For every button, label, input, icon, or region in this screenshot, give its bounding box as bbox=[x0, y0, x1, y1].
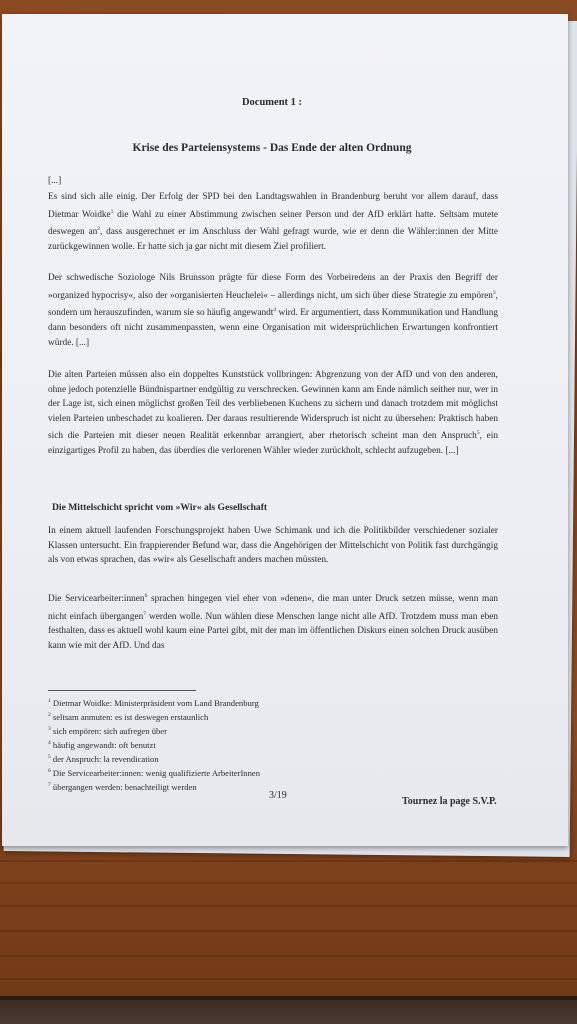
turn-page-note: Tournez la page S.V.P. bbox=[402, 796, 497, 807]
paragraph-4: In einem aktuell laufenden Forschungsprojekt haben Uwe Schimank und ich die Politikbilder verschiedener sozialer Klassen untersucht. Ein frappierender Befund war, dass die Angehörigen der Mittelschicht von Politik fast durchgängig als von etwas sprachen, das »wir« als Gesellschaft anders machen müssten. bbox=[48, 526, 498, 566]
footnote-marker: 7 bbox=[143, 610, 146, 617]
footnote-text: sich empören: sich aufregen über bbox=[50, 725, 167, 736]
page-number: 3/19 bbox=[269, 790, 287, 801]
footnote-number: 5 bbox=[48, 754, 51, 761]
footnote-marker: 6 bbox=[144, 593, 148, 599]
footnote-item bbox=[48, 737, 428, 751]
footnote-number: 3 bbox=[48, 726, 51, 733]
footnote-number: 6 bbox=[48, 768, 51, 775]
paragraph-3: Die alten Parteien müssen also ein doppeltes Kunststück vollbringen: Abgrenzung von der AfD und von den anderen, ohne jedoch potenzielle Bündnispartner endgültig zu verschrecken. Gewinnen kann am Ende nämlich seither nur, wer in der Lage ist, sich einen möglichst großen Teil des verbliebenen Kuchens zu sichern und danach trotzdem mit möglichst vielen Parteien unbeschadet zu koalieren. Der daraus resultierende Widerspruch ist nicht zu übersehen: Praktisch haben sich die Parteien mit dieser neuen Realität erkennbar arrangiert, aber rhetorisch scheint man den Anspruch$^5$, ein einzigartiges Profil zu haben, das überdies die verlorenen Wähler wieder zurückholt, schlecht aufzugeben. [...] bbox=[48, 370, 498, 457]
footnote-item bbox=[48, 765, 428, 779]
footnote-marker: 1 bbox=[110, 208, 114, 215]
document-label: Document 1 : bbox=[241, 97, 303, 108]
footnote-text: häufig angewandt: oft benutzt bbox=[50, 740, 156, 751]
footnote-number: 1 bbox=[48, 698, 51, 704]
footnote-number: 7 bbox=[48, 782, 51, 789]
footnote-divider bbox=[48, 690, 196, 691]
footnote-number: 4 bbox=[48, 740, 51, 747]
document-title: Krise des Parteiensystems - Das Ende der alten Ordnung bbox=[132, 142, 412, 154]
footnote-marker: 5 bbox=[476, 430, 480, 437]
paragraph-5: Die Servicearbeiter:innen$^6$ sprachen hingegen viel eher von »denen«, die man unter Druck setzen müsse, wenn man nicht einfach übergangen$^7$ werden wolle. Nun wählen diese Menschen lange nicht alle AfD. Trotzdem muss man eben festhalten, dass es aktuell wohl kaum eine Partei gibt, mit der man im öffentlichen Diskurs einen solchen Druck ausüben kann wie mit der AfD. Und das bbox=[48, 593, 499, 651]
footnote-text: übergangen werden: benachteiligt werden bbox=[50, 782, 197, 793]
footnote-item bbox=[48, 709, 428, 723]
footnote-marker: 4 bbox=[273, 307, 277, 314]
footnote-text: seltsam anmuten: es ist deswegen erstaunlich bbox=[50, 711, 209, 722]
footnote-item bbox=[48, 695, 428, 709]
section-subheading: Die Mittelschicht spricht vom »Wir« als Gesellschaft bbox=[52, 502, 268, 513]
document-page bbox=[2, 14, 568, 846]
paragraph-2: Der schwedische Soziologe Nils Brunsson prägte für diese Form des Vorbeiredens an der Praxis den Begriff der »organized hypocrisy«, also der »organisierten Heuchelei« – allerdings nicht, um sich über diese Strategie zu empören$^3$, sondern um herauszufinden, warum sie so häufig angewandt$^4$ wird. Er argumentiert, dass Kommunikation und Handlung dann besonders oft nicht zusammenpassten, wenn eine Organisation mit widersprüchlichen Erwartungen konfrontiert würde. [...] bbox=[48, 273, 498, 348]
footnote-number: 2 bbox=[48, 712, 51, 719]
floor-strip bbox=[0, 996, 577, 1024]
footnote-marker: 3 bbox=[492, 289, 496, 296]
paragraph-1: Es sind sich alle einig. Der Erfolg der SPD bei den Landtagswahlen in Brandenburg beruht vor allem darauf, dass Dietmar Woidke$^1$ die Wahl zu einer Abstimmung zwischen seiner Person und der AfD erklärt hatte. Seltsam mutete deswegen $an^2$, dass ausgerechnet er im Anschluss der Wahl gefragt wurde, wie er denn die Wähler:innen der Mitte zurückgewinnen wolle. Er hatte sich ja gar nicht mit diesem Ziel profiliert. bbox=[48, 192, 498, 252]
footnote-text: Die Servicearbeiter:innen: wenig qualifizierte ArbeiterInnen bbox=[50, 768, 261, 779]
footnote-item bbox=[48, 751, 428, 765]
ellipsis-start: [...] bbox=[48, 176, 62, 186]
footnote-text: Dietmar Woidke: Ministerpräsident vom Land Brandenburg bbox=[50, 697, 259, 708]
footnote-item bbox=[48, 779, 428, 793]
footnotes-list bbox=[48, 695, 428, 793]
footnote-item bbox=[48, 723, 428, 737]
footnote-marker: 2 bbox=[97, 226, 100, 233]
footnote-text: der Anspruch: la revendication bbox=[50, 754, 159, 765]
